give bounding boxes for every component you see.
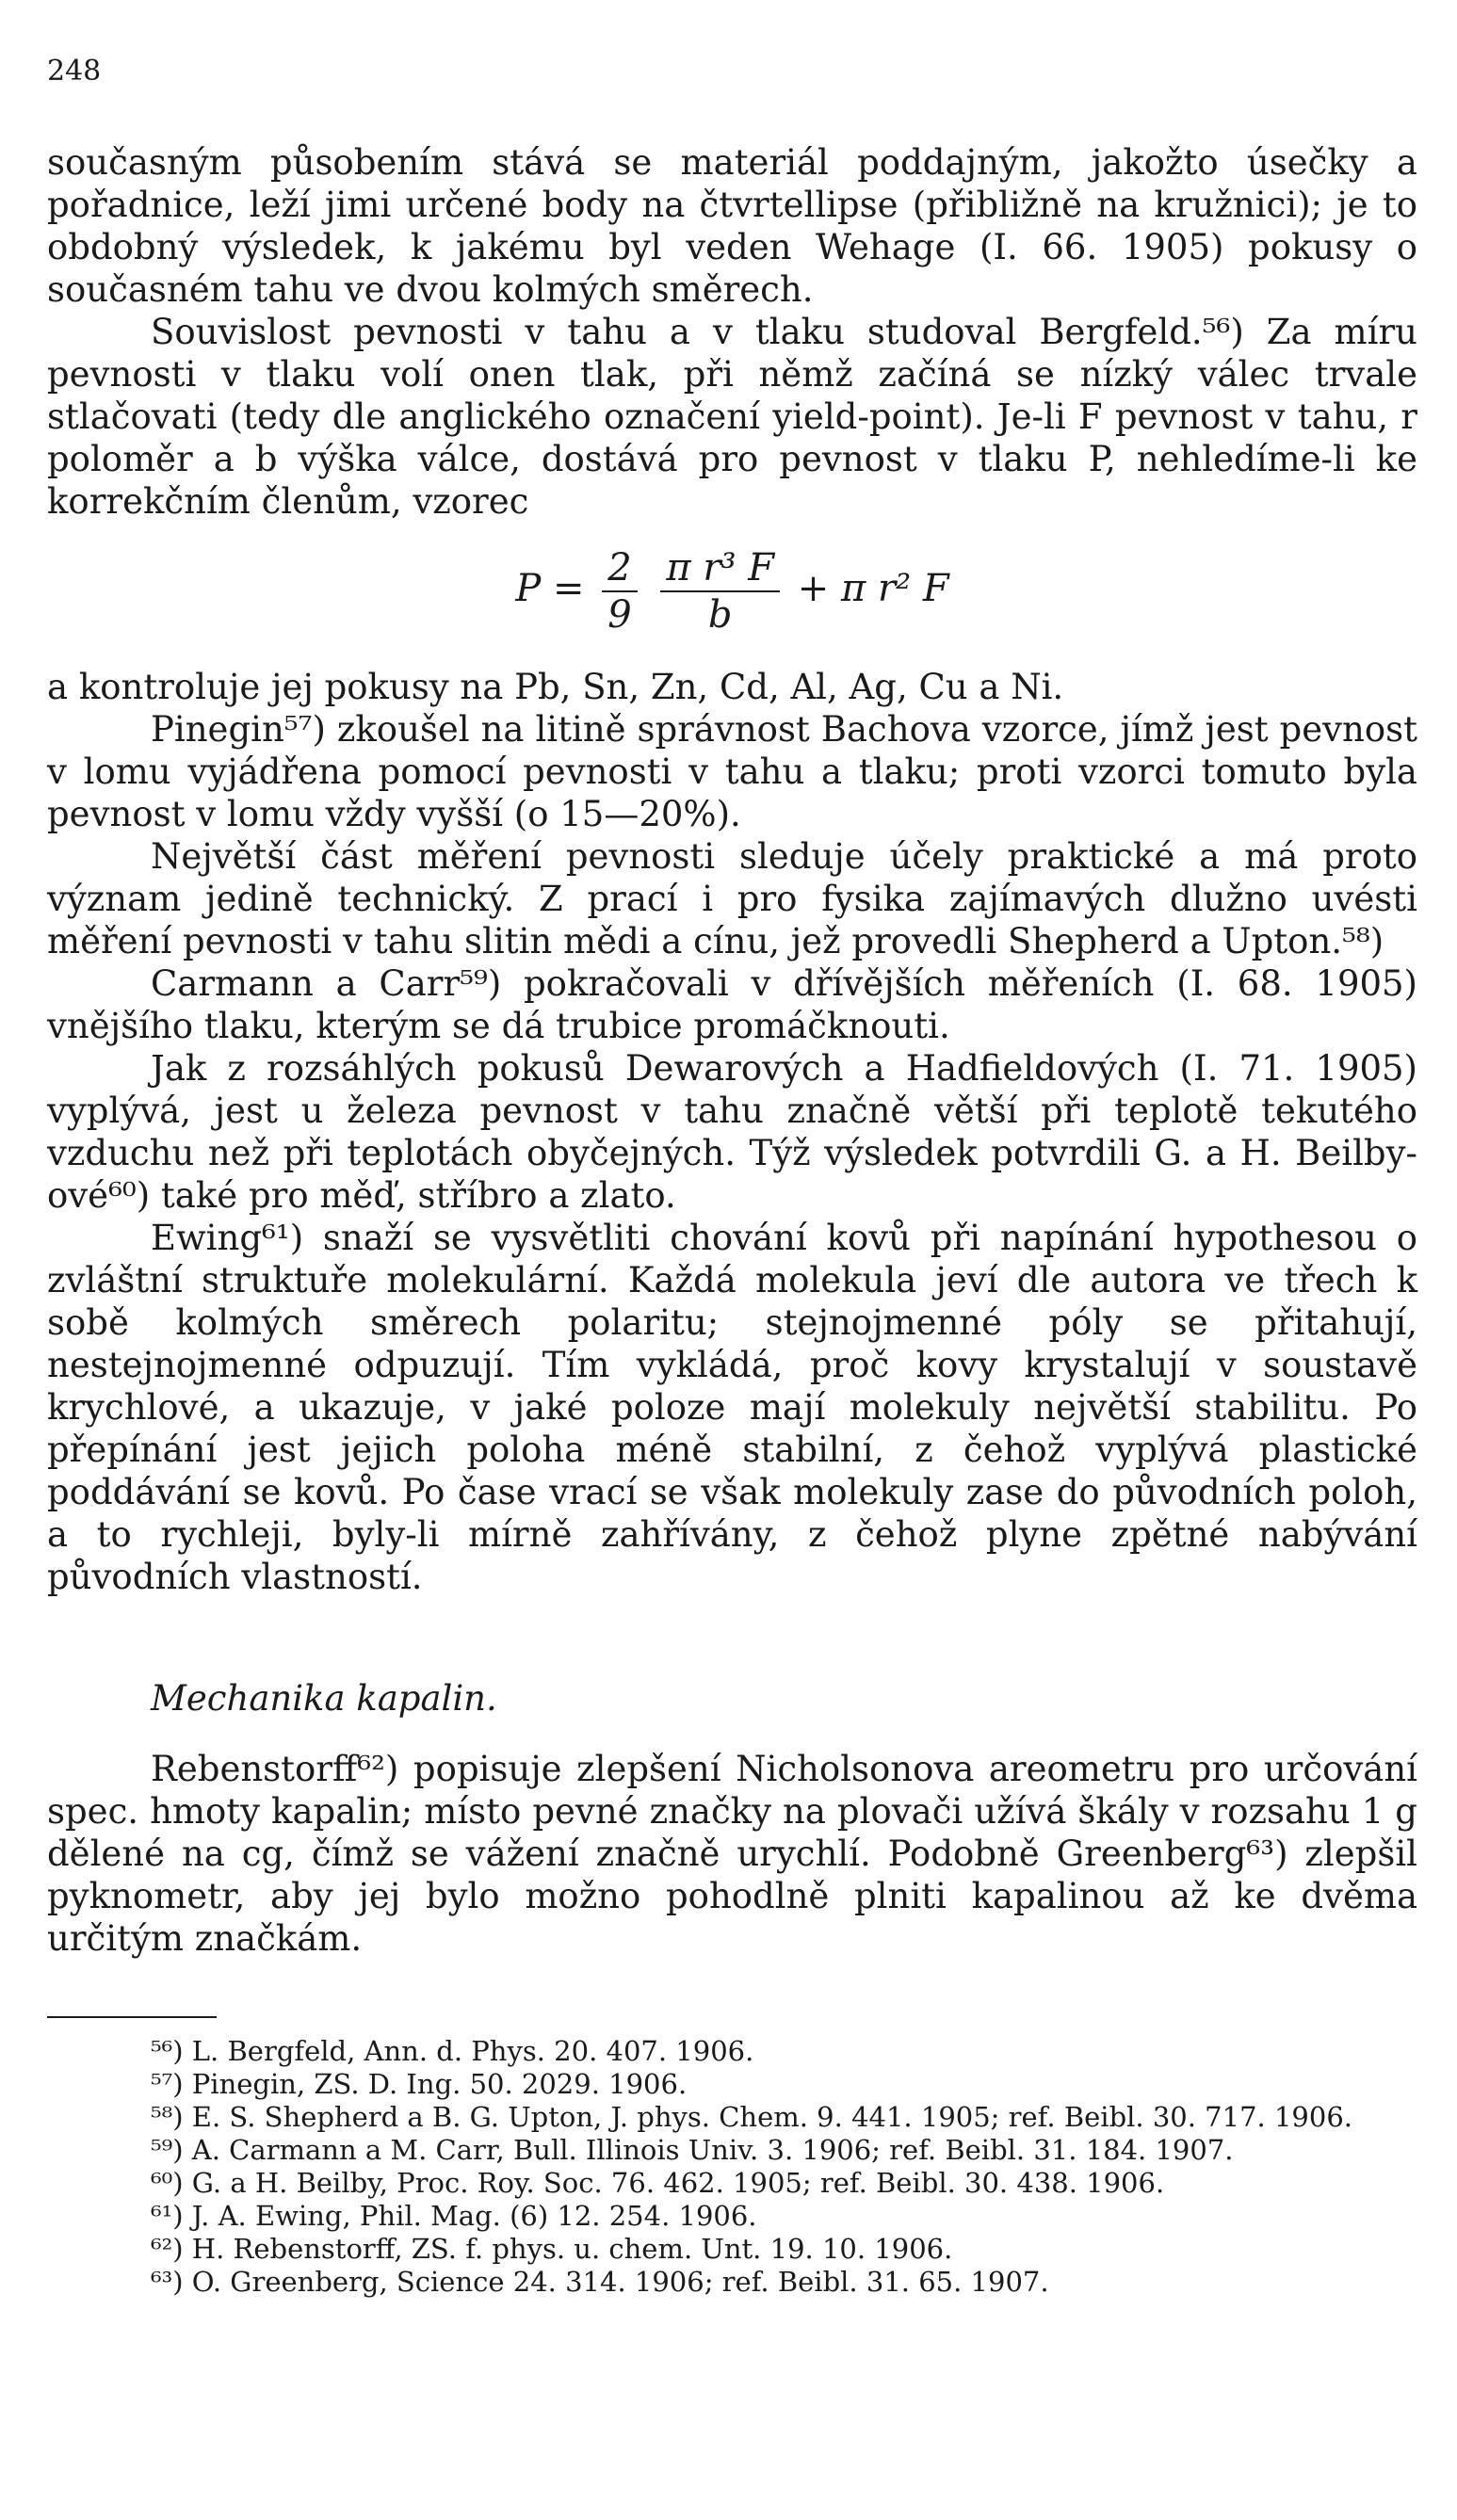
fraction-denominator: 9 xyxy=(607,593,632,637)
footnote: ⁶¹) J. A. Ewing, Phil. Mag. (6) 12. 254. 1906. xyxy=(151,2200,757,2232)
formula-rhs: + π r² F xyxy=(797,567,949,610)
section-heading: Mechanika kapalin. xyxy=(151,1678,497,1719)
body-text xyxy=(47,141,1417,2299)
footnote: ⁵⁷) Pinegin, ZS. D. Ing. 50. 2029. 1906. xyxy=(151,2068,688,2100)
paragraph: Rebenstorff⁶²) popisuje zlepšení Nicholsonova areometru pro určování spec. hmoty kapalin; místo pevné značky na plovači užívá škály v rozsahu 1 g dělené na cg, čímž se vážení značně urychlí. Podobně Greenberg⁶³) zlepšil pyknometr, aby jej bylo možno pohodlně plniti kapalinou až ke dvěma určitým značkám. xyxy=(47,1749,1417,1959)
fraction-numerator: π r³ F xyxy=(660,545,780,592)
paragraph: a kontroluje jej pokusy na Pb, Sn, Zn, Cd, Al, Ag, Cu a Ni. xyxy=(47,667,1064,707)
formula-lhs: P = xyxy=(515,567,585,610)
footnote-divider xyxy=(47,2016,217,2018)
paragraph: Ewing⁶¹) snaží se vysvětliti chování kovů při napínání hypothesou o zvláštní struktuře molekulární. Každá molekula jeví dle autora ve třech k sobě kolmých směrech polaritu; stejnojmenné póly se přitahují, nestejnojmenné odpuzují. Tím vykládá, proč kovy krystalují v soustavě krychlové, a ukazuje, v jaké poloze mají molekuly největší stabilitu. Po přepínání jest jejich poloha méně stabilní, z čehož vyplývá plastické poddávání se kovů. Po čase vrací se však molekuly zase do původních poloh, a to rychleji, byly-li mírně zahřívány, z čehož plyne zpětné nabývání původních vlastností. xyxy=(47,1218,1417,1597)
footnotes xyxy=(47,2035,1417,2299)
footnote: ⁶²) H. Rebenstorff, ZS. f. phys. u. chem. Unt. 19. 10. 1906. xyxy=(151,2233,953,2265)
fraction-numerator: 2 xyxy=(602,545,637,592)
formula xyxy=(47,545,1417,638)
footnote: ⁶⁰) G. a H. Beilby, Proc. Roy. Soc. 76. 462. 1905; ref. Beibl. 30. 438. 1906. xyxy=(151,2167,1165,2199)
formula-fraction-2 xyxy=(660,545,780,638)
footnote: ⁵⁶) L. Bergfeld, Ann. d. Phys. 20. 407. 1906. xyxy=(151,2035,754,2067)
footnote: ⁵⁹) A. Carmann a M. Carr, Bull. Illinois Univ. 3. 1906; ref. Beibl. 31. 184. 1907. xyxy=(151,2134,1234,2166)
page-number: 248 xyxy=(47,55,102,88)
paragraph: Jak z rozsáhlých pokusů Dewarových a Hadfieldových (I. 71. 1905) vyplývá, jest u železa pevnost v tahu značně větší při teplotě tekutého vzduchu než při teplotách obyčejných. Týž výsledek potvrdili G. a H. Beilby-ové⁶⁰) také pro měď, stříbro a zlato. xyxy=(47,1048,1417,1216)
paragraph: Souvislost pevnosti v tahu a v tlaku studoval Bergfeld.⁵⁶) Za míru pevnosti v tlaku volí onen tlak, při němž začíná se nízký válec trvale stlačovati (tedy dle anglického označení yield-point). Je-li F pevnost v tahu, r poloměr a b výška válce, dostává pro pevnost v tlaku P, nehledíme-li ke korrekčním členům, vzorec xyxy=(47,312,1417,522)
fraction-denominator: b xyxy=(707,593,733,637)
footnote: ⁶³) O. Greenberg, Science 24. 314. 1906; ref. Beibl. 31. 65. 1907. xyxy=(151,2266,1049,2298)
paragraph: Pinegin⁵⁷) zkoušel na litině správnost Bachova vzorce, jímž jest pevnost v lomu vyjádřena pomocí pevnosti v tahu a tlaku; proti vzorci tomuto byla pevnost v lomu vždy vyšší (o 15—20%). xyxy=(47,709,1417,834)
formula-fraction-1 xyxy=(602,545,637,638)
paragraph: současným působením stává se materiál poddajným, jakožto úsečky a pořadnice, leží jimi určené body na čtvrtellipse (přibližně na kružnici); je to obdobný výsledek, k jakému byl veden Wehage (I. 66. 1905) pokusy o současném tahu ve dvou kolmých směrech. xyxy=(47,142,1417,310)
paragraph: Největší část měření pevnosti sleduje účely praktické a má proto význam jedině technický. Z prací i pro fysika zajímavých dlužno uvésti měření pevnosti v tahu slitin mědi a cínu, jež provedli Shepherd a Upton.⁵⁸) xyxy=(47,836,1417,961)
footnote: ⁵⁸) E. S. Shepherd a B. G. Upton, J. phys. Chem. 9. 441. 1905; ref. Beibl. 30. 717. 1906. xyxy=(151,2101,1352,2133)
paragraph: Carmann a Carr⁵⁹) pokračovali v dřívějších měřeních (I. 68. 1905) vnějšího tlaku, kterým se dá trubice promáčknouti. xyxy=(47,963,1417,1046)
